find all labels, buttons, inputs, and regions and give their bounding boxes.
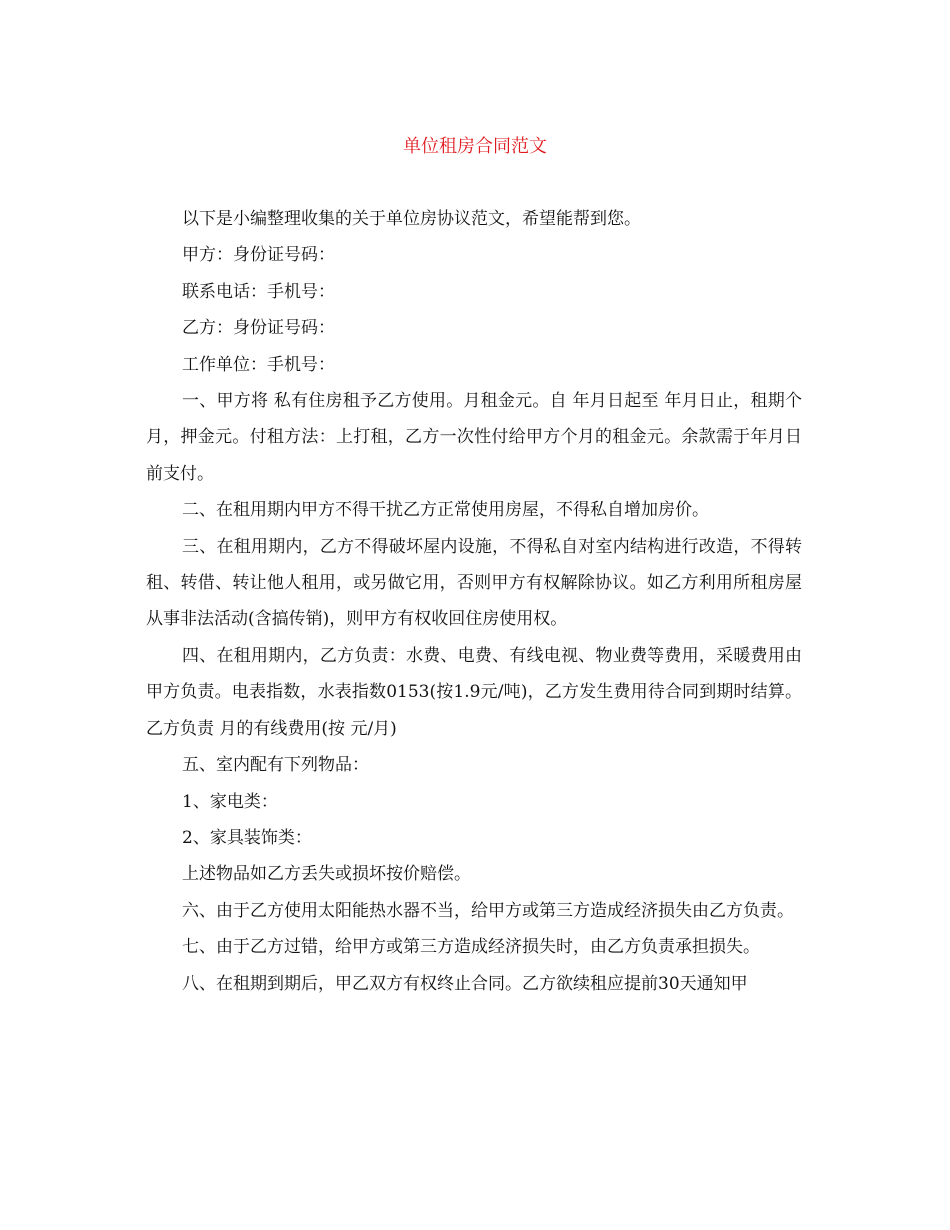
paragraph-clause-3: 三、在租用期内，乙方不得破坏屋内设施，不得私自对室内结构进行改造，不得转租、转借、转让他人租用，或另做它用，否则甲方有权解除协议。如乙方利用所租房屋从事非法活动(含搞传销)，则甲方有权收回住房使用权。 [146,536,802,630]
paragraph-clause-2: 二、在租用期内甲方不得干扰乙方正常使用房屋，不得私自增加房价。 [182,500,709,521]
document-title: 单位租房合同范文 [403,136,547,157]
paragraph-party-b: 乙方：身份证号码： [182,318,335,339]
paragraph-party-a-phone: 联系电话：手机号： [182,281,335,302]
paragraph-party-a: 甲方：身份证号码： [182,245,335,266]
paragraph-clause-5: 五、室内配有下列物品： [182,755,369,776]
paragraph-party-b-work: 工作单位：手机号： [182,354,335,375]
paragraph-appliances: 1、家电类： [182,791,278,812]
document-body [146,201,802,1002]
paragraph-clause-6: 六、由于乙方使用太阳能热水器不当，给甲方或第三方造成经济损失由乙方负责。 [182,900,794,921]
paragraph-furniture: 2、家具装饰类： [182,827,312,848]
paragraph-clause-7: 七、由于乙方过错，给甲方或第三方造成经济损失时，由乙方负责承担损失。 [182,937,760,958]
paragraph-clause-1: 一、甲方将 私有住房租予乙方使用。月租金元。自 年月日起至 年月日止，租期个月，押金元。付租方法：上打租，乙方一次性付给甲方个月的租金元。余款需于年月日前支付。 [146,391,802,484]
paragraph-clause-4: 四、在租用期内，乙方负责：水费、电费、有线电视、物业费等费用，采暖费用由甲方负责。电表指数，水表指数0153(按1.9元/吨)，乙方发生费用待合同到期时结算。乙方负责 月的有线费用(按 元/月) [146,645,802,739]
paragraph-compensation: 上述物品如乙方丢失或损坏按价赔偿。 [182,864,471,885]
paragraph-clause-8: 八、在租期到期后，甲乙双方有权终止合同。乙方欲续租应提前30天通知甲 [182,973,748,994]
paragraph-intro: 以下是小编整理收集的关于单位房协议范文，希望能帮到您。 [182,209,641,229]
